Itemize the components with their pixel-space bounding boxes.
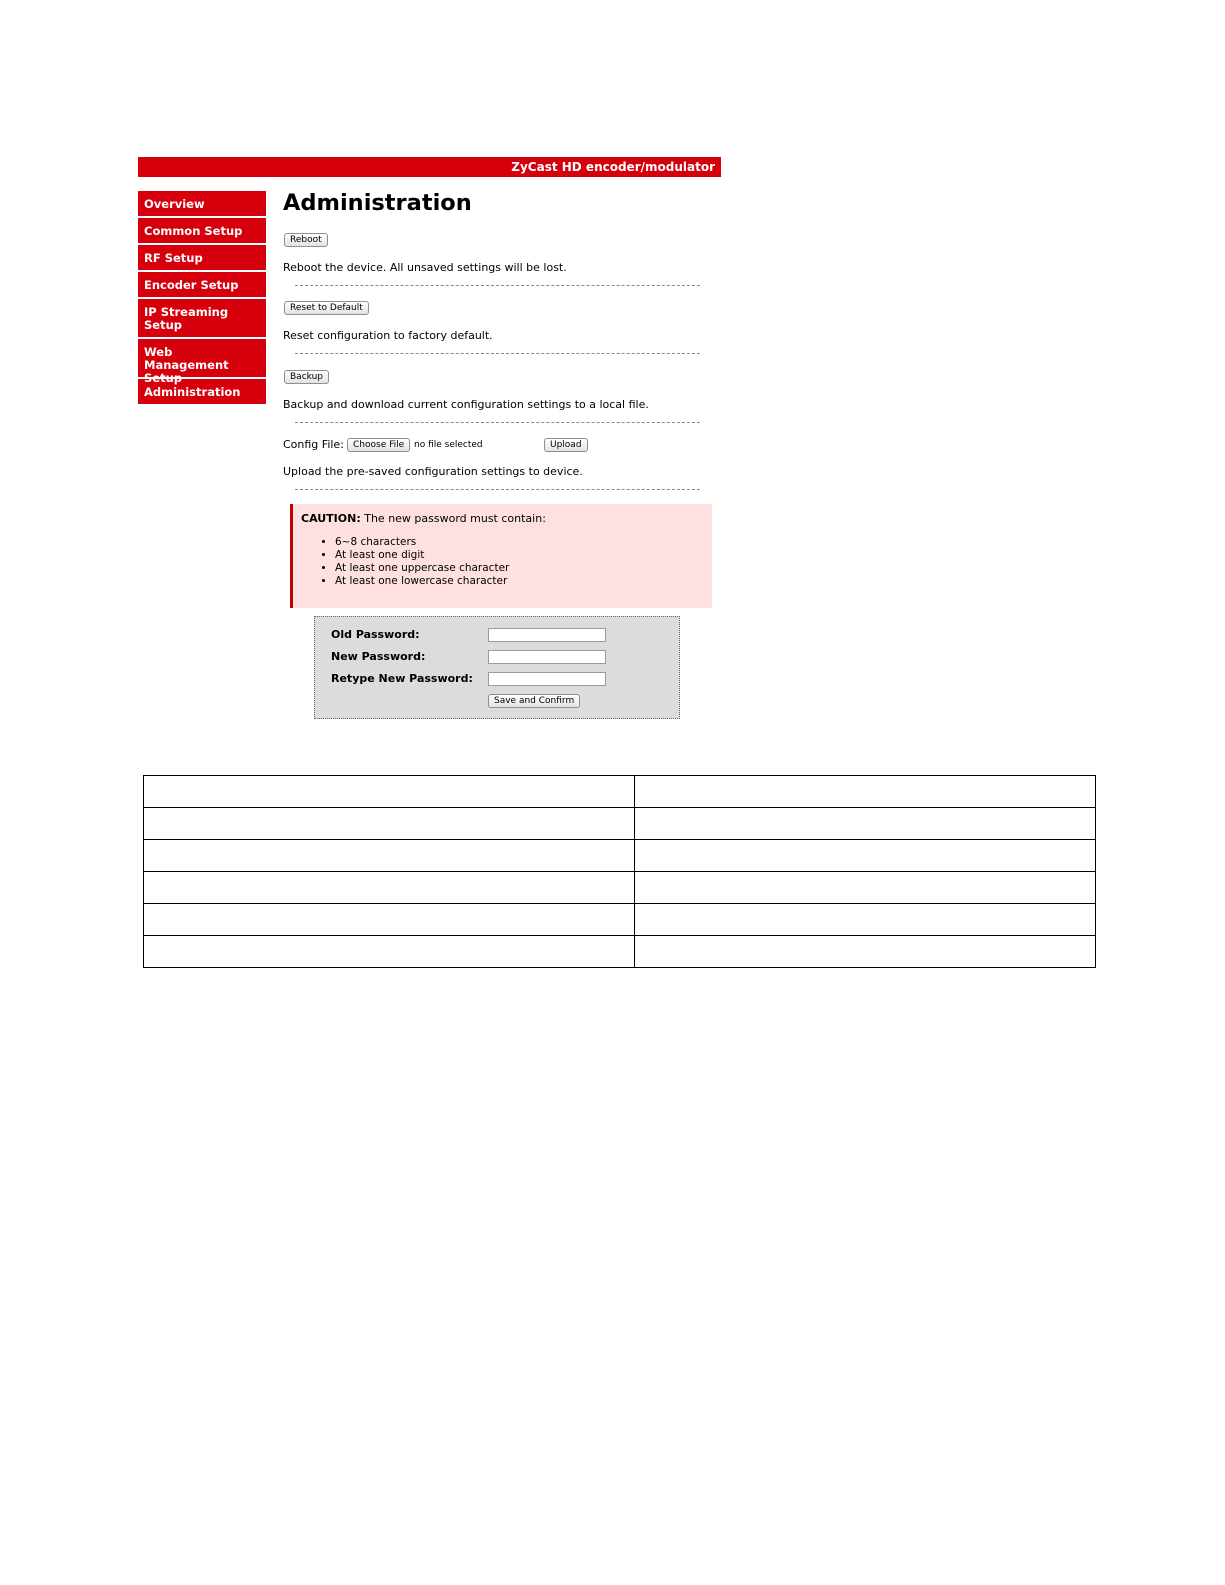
app-title: ZyCast HD encoder/modulator <box>511 160 715 174</box>
divider <box>295 285 700 286</box>
table-cell <box>635 872 1096 904</box>
table-cell <box>635 840 1096 872</box>
old-password-label: Old Password: <box>331 628 420 641</box>
table-row <box>144 808 1096 840</box>
page-title: Administration <box>283 190 472 216</box>
list-item: • 6~8 characters <box>335 536 712 549</box>
table-row <box>144 936 1096 968</box>
password-rules-list <box>301 536 712 588</box>
sidebar-item-encoder-setup[interactable] <box>138 272 266 299</box>
new-password-label: New Password: <box>331 650 426 663</box>
upload-description: Upload the pre-saved configuration settings to device. <box>283 465 583 478</box>
reset-description: Reset configuration to factory default. <box>283 329 493 342</box>
divider <box>295 422 700 423</box>
table-row <box>144 904 1096 936</box>
table-cell <box>144 776 635 808</box>
sidebar-item-label: RF Setup <box>144 251 203 265</box>
list-item: • At least one uppercase character <box>335 562 712 575</box>
reboot-description: Reboot the device. All unsaved settings will be lost. <box>283 261 567 274</box>
empty-table <box>143 775 1096 968</box>
table-cell <box>144 872 635 904</box>
table-cell <box>144 936 635 968</box>
caution-heading: CAUTION: <box>301 512 361 525</box>
retype-password-input[interactable] <box>488 672 606 686</box>
table-cell <box>635 904 1096 936</box>
divider <box>295 353 700 354</box>
divider <box>295 489 700 490</box>
reboot-button[interactable]: Reboot <box>284 233 328 247</box>
upload-button[interactable]: Upload <box>544 438 588 452</box>
sidebar-item-ip-streaming-setup[interactable] <box>138 299 266 339</box>
sidebar-item-rf-setup[interactable] <box>138 245 266 272</box>
table-row <box>144 776 1096 808</box>
list-item: • At least one digit <box>335 549 712 562</box>
sidebar-item-web-management-setup[interactable] <box>138 339 266 385</box>
table-row <box>144 840 1096 872</box>
sidebar-nav <box>138 191 266 406</box>
sidebar-item-overview[interactable] <box>138 191 266 218</box>
sidebar-item-label: Common Setup <box>144 224 243 238</box>
sidebar-item-label: Overview <box>144 197 205 211</box>
backup-description: Backup and download current configuration settings to a local file. <box>283 398 649 411</box>
choose-file-button[interactable]: Choose File <box>347 438 410 452</box>
caution-box <box>290 504 712 608</box>
table-cell <box>144 904 635 936</box>
sidebar-item-common-setup[interactable] <box>138 218 266 245</box>
table-cell <box>144 808 635 840</box>
reset-to-default-button[interactable]: Reset to Default <box>284 301 369 315</box>
backup-button[interactable]: Backup <box>284 370 329 384</box>
list-item: • At least one lowercase character <box>335 575 712 588</box>
caution-text: The new password must contain: <box>364 512 546 525</box>
table-cell <box>635 936 1096 968</box>
file-status: no file selected <box>414 440 483 450</box>
table-cell <box>144 840 635 872</box>
table-row <box>144 872 1096 904</box>
header-bar <box>138 157 721 177</box>
new-password-input[interactable] <box>488 650 606 664</box>
sidebar-item-label: Web Management Setup <box>144 345 229 385</box>
sidebar-item-label: Encoder Setup <box>144 278 239 292</box>
password-panel <box>314 616 680 719</box>
main-content <box>283 188 723 478</box>
retype-password-label: Retype New Password: <box>331 672 473 685</box>
save-and-confirm-button[interactable]: Save and Confirm <box>488 694 580 708</box>
config-file-label: Config File: <box>283 438 344 451</box>
old-password-input[interactable] <box>488 628 606 642</box>
sidebar-item-label: IP Streaming Setup <box>144 305 229 332</box>
sidebar-item-label: Administration <box>144 385 241 399</box>
table-cell <box>635 808 1096 840</box>
table-cell <box>635 776 1096 808</box>
